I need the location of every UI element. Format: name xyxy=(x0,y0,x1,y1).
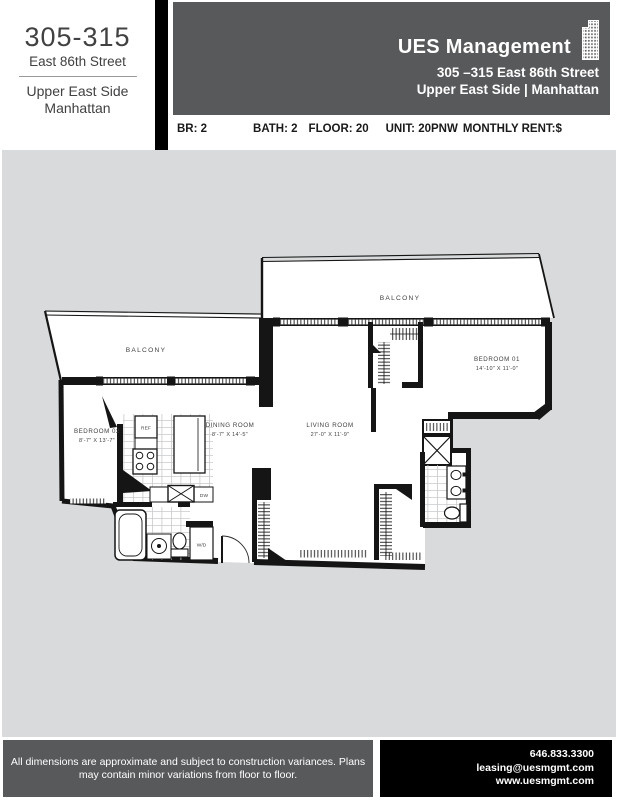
room-label-dining: DINING ROOM xyxy=(205,422,255,429)
balcony-left-label: BALCONY xyxy=(125,347,167,354)
disclaimer-line-1: All dimensions are approximate and subject to construction variances. Plans xyxy=(10,755,366,768)
brand-name: UES Management xyxy=(397,36,571,58)
balcony-right-floor xyxy=(262,258,554,321)
floor-plan-drawing xyxy=(45,254,554,570)
room-dims-bedroom-02: 8'-7" X 13'-7" xyxy=(79,438,115,444)
contact-phone: 646.833.3300 xyxy=(529,748,594,761)
spec-baths: BATH: 2 xyxy=(253,123,298,135)
spec-bedrooms: BR: 2 xyxy=(177,123,208,135)
sink xyxy=(451,486,461,495)
spec-floor: FLOOR: 20 xyxy=(308,123,369,135)
label-dishwasher: DW xyxy=(199,494,209,499)
building-icon xyxy=(578,16,601,60)
floor-plan-area xyxy=(2,150,616,737)
toilet xyxy=(445,507,460,519)
balcony-right-label: BALCONY xyxy=(379,295,421,302)
spec-rent: MONTHLY RENT:$ xyxy=(462,123,562,135)
toilet xyxy=(173,533,186,549)
brand-address-line: 305 –315 East 86th Street xyxy=(436,65,599,80)
floor-plan xyxy=(2,150,616,737)
left-address-block xyxy=(0,0,155,117)
contact-website: www.uesmgmt.com xyxy=(495,775,594,788)
neighborhood-label: Upper East Side xyxy=(26,83,129,99)
spec-unit: UNIT: 20PNW xyxy=(385,123,458,135)
brand-header xyxy=(173,2,610,115)
disclaimer-box xyxy=(3,740,373,797)
header-black-bar xyxy=(155,0,168,150)
disclaimer-line-2: may contain minor variations from floor to floor. xyxy=(78,768,298,781)
room-label-bedroom-02: BEDROOM 02 xyxy=(73,428,121,435)
room-dims-dining: 8'-7" X 14'-5" xyxy=(212,432,248,438)
contact-box xyxy=(380,740,612,797)
brand-location-line: Upper East Side | Manhattan xyxy=(416,82,599,97)
sink xyxy=(451,470,461,479)
kitchen-island xyxy=(174,416,205,473)
brand-row xyxy=(398,16,601,60)
label-refrigerator: REF xyxy=(141,426,151,432)
room-dims-living: 27'-0" X 11'-9" xyxy=(310,432,350,438)
borough-label: Manhattan xyxy=(44,100,111,116)
label-washer-dryer: W/D xyxy=(196,543,207,549)
room-dims-bedroom-01: 14'-10" X 11'-0" xyxy=(475,366,519,372)
bathtub xyxy=(115,510,146,560)
room-label-bedroom-01: BEDROOM 01 xyxy=(473,356,521,363)
room-label-living: LIVING ROOM xyxy=(306,422,354,429)
divider-rule xyxy=(19,76,137,77)
specs-row xyxy=(177,123,562,135)
building-number: 305-315 xyxy=(24,22,131,52)
contact-email: leasing@uesmgmt.com xyxy=(476,761,594,774)
street-name: East 86th Street xyxy=(29,54,126,69)
stove xyxy=(133,449,157,474)
